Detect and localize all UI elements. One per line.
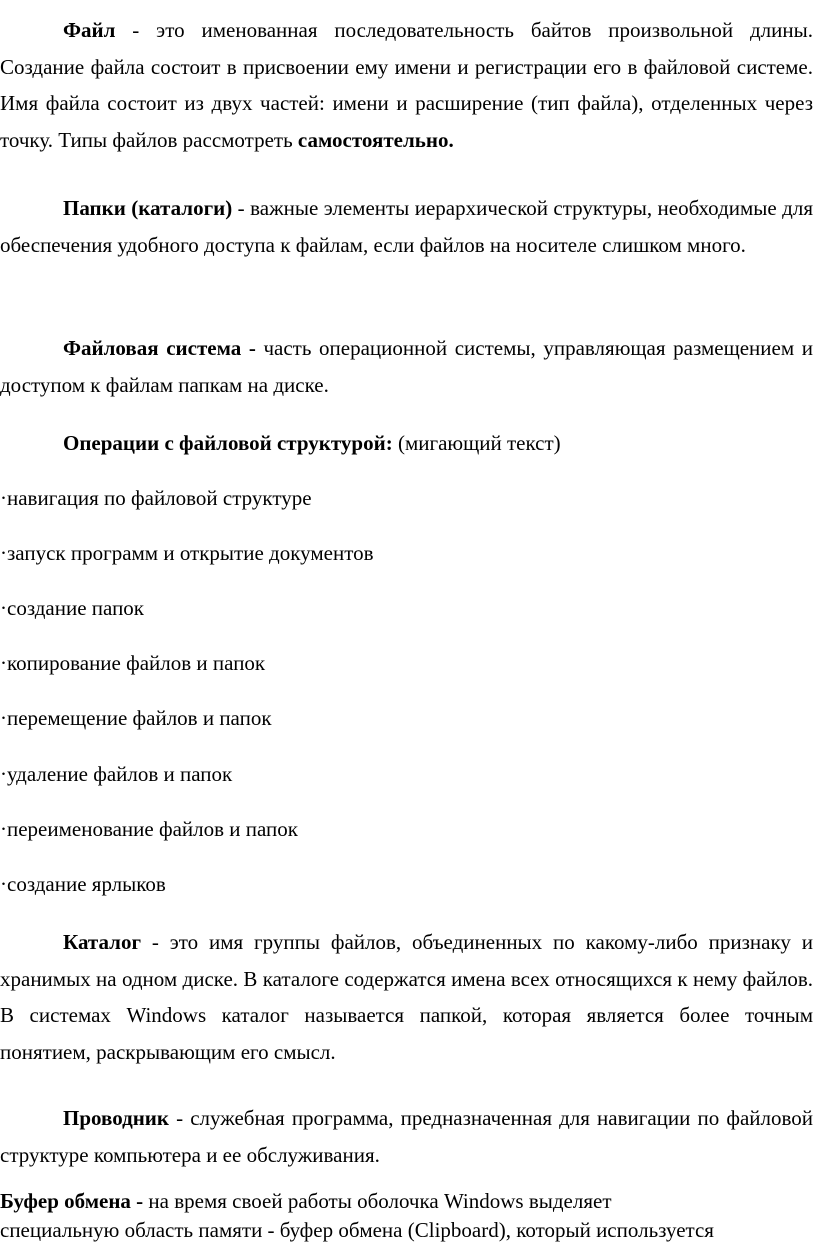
operations-heading [0, 431, 816, 455]
list-item: ·создание папок [0, 596, 145, 620]
list-item: ·навигация по файловой структуре [0, 486, 312, 510]
explorer-definition-text: - служебная программа, предназначенная для навигации по файловой структуре компьютера и ее обслуживания. [0, 1106, 813, 1167]
folders-definition-text: - важные элементы иерархической структуры, необходимые для обеспечения удобного доступа к файлам, если файлов на носителе слишком много. [0, 196, 813, 257]
catalog-definition-text: - это имя группы файлов, объединенных по какому-либо признаку и хранимых на одном диске. В каталоге содержатся имена всех относящихся к нему файлов. В системах Windows каталог называется папкой, которая является более точным понятием, раскрывающим его смысл. [0, 930, 813, 1065]
term-filesystem: Файловая система - [63, 336, 256, 360]
term-explorer: Проводник [63, 1106, 170, 1130]
paragraph-buffer-line-1 [0, 1189, 813, 1213]
buffer-text-line-1: на время своей работы оболочка Windows выделяет [143, 1189, 612, 1213]
list-item: ·копирование файлов и папок [0, 651, 266, 675]
list-item: ·удаление файлов и папок [0, 762, 233, 786]
term-operations: Операции с файловой структурой: [63, 431, 393, 455]
emphasis-independently: самостоятельно. [297, 128, 454, 153]
list-item: ·перемещение файлов и папок [0, 706, 272, 730]
filesystem-definition-text: часть операционной системы, управляющая размещением и доступом к файлам папкам на диске. [0, 336, 813, 397]
term-buffer: Буфер обмена - [0, 1189, 144, 1213]
paragraph-filesystem-definition [0, 330, 813, 403]
paragraph-explorer-definition [0, 1100, 813, 1173]
buffer-text-line-2: специальную область памяти - буфер обмена (Clipboard), который используется [0, 1218, 714, 1242]
file-definition-text: - это именованная последовательность байтов произвольной длины. Создание файла состоит в присвоении ему имени и регистрации его в файловой системе. Имя файла состоит из двух частей: имени и расширение (тип файла), отделенных через точку. Типы файлов рассмотреть [0, 18, 813, 153]
list-item: ·создание ярлыков [0, 872, 166, 896]
list-item: ·запуск программ и открытие документов [0, 541, 374, 565]
term-catalog: Каталог [63, 930, 141, 954]
operations-note: (мигающий текст) [392, 431, 561, 455]
term-folders: Папки (каталоги) [63, 196, 233, 220]
list-item: ·переименование файлов и папок [0, 817, 298, 841]
paragraph-folders-definition [0, 190, 813, 263]
paragraph-file-definition [0, 12, 813, 159]
term-file: Файл [63, 18, 116, 42]
paragraph-buffer-line-2 [0, 1218, 813, 1242]
paragraph-catalog-definition [0, 924, 813, 1071]
